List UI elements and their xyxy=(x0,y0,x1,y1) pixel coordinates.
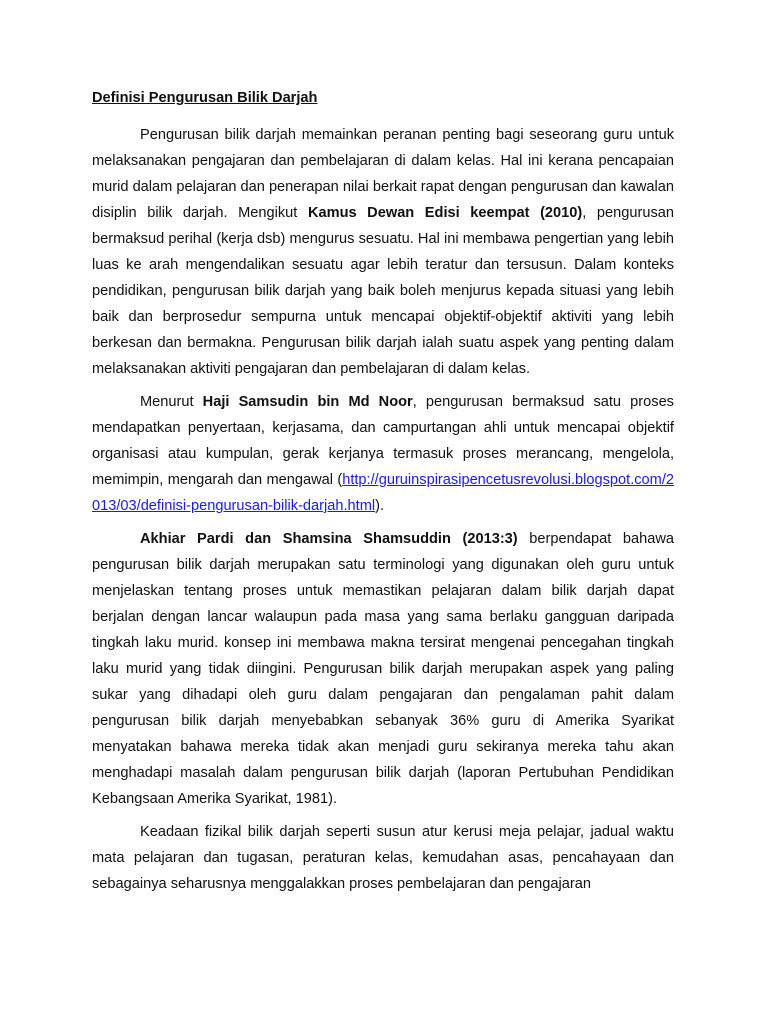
paragraph-1-bold-citation: Kamus Dewan Edisi keempat (2010) xyxy=(307,205,583,221)
page-title: Definisi Pengurusan Bilik Darjah xyxy=(92,90,318,106)
paragraph-1 xyxy=(92,122,674,382)
source-link[interactable]: http://guruinspirasipencetusrevolusi.blogspot.com/2013/03/definisi-pengurusan-bilik-darjah.html xyxy=(92,472,674,514)
paragraph-3 xyxy=(92,526,674,812)
paragraph-2-text-c: ). xyxy=(375,498,385,514)
paragraph-2-text-a: Menurut xyxy=(140,394,203,410)
paragraph-1-text-b: , pengurusan bermaksud perihal (kerja dsb) mengurus sesuatu. Hal ini membawa pengertian yang lebih luas ke arah mengendalikan sesuatu agar lebih teratur dan tersusun. Dalam konteks pendidikan, pengurusan bilik darjah yang baik boleh menjurus kepada situasi yang lebih baik dan berprosedur sempurna untuk mencapai objektif-objektif aktiviti yang lebih berkesan dan bermakna. Pengurusan bilik darjah ialah suatu aspek yang penting dalam melaksanakan aktiviti pengajaran dan pembelajaran di dalam kelas. xyxy=(92,205,674,377)
paragraph-3-text: berpendapat bahawa pengurusan bilik darjah merupakan satu terminologi yang digunakan oleh guru untuk menjelaskan tentang proses untuk memastikan pelajaran dalam bilik darjah dapat berjalan dengan lancar walaupun pada masa yang sama berlaku gangguan daripada tingkah laku murid. konsep ini membawa makna tersirat mengenai pencegahan tingkah laku murid yang tidak diingini. Pengurusan bilik darjah merupakan aspek yang paling sukar yang dihadapi oleh guru dalam pengajaran dan pengalaman pahit dalam pengurusan bilik darjah menyebabkan sebanyak 36% guru di Amerika Syarikat menyatakan bahawa mereka tidak akan menjadi guru sekiranya mereka tahu akan menghadapi masalah dalam pengurusan bilik darjah (laporan Pertubuhan Pendidikan Kebangsaan Amerika Syarikat, 1981). xyxy=(92,531,675,807)
paragraph-1-text-a: Pengurusan bilik darjah memainkan peranan penting bagi seseorang guru untuk melaksanakan pengajaran dan pembelajaran di dalam kelas. Hal ini kerana pencapaian murid dalam pelajaran dan penerapan nilai berkait rapat dengan pengurusan dan kawalan disiplin bilik darjah. Mengikut xyxy=(92,127,674,221)
paragraph-4-text: Keadaan fizikal bilik darjah seperti susun atur kerusi meja pelajar, jadual waktu mata pelajaran dan tugasan, peraturan kelas, kemudahan asas, pencahayaan dan sebagainya seharusnya menggalakkan proses pembelajaran dan pengajaran xyxy=(92,824,674,892)
paragraph-4 xyxy=(92,819,674,897)
paragraph-2 xyxy=(92,389,674,519)
paragraph-2-text-b: , pengurusan bermaksud satu proses mendapatkan penyertaan, kerjasama, dan campurtangan ahli untuk mencapai objektif organisasi atau kumpulan, gerak kerjanya termasuk proses merancang, mengelola, memimpin, mengarah dan mengawal ( xyxy=(92,394,674,488)
paragraph-2-bold-author: Haji Samsudin bin Md Noor xyxy=(202,394,413,410)
paragraph-3-bold-author: Akhiar Pardi dan Shamsina Shamsuddin (2013:3) xyxy=(140,531,518,547)
